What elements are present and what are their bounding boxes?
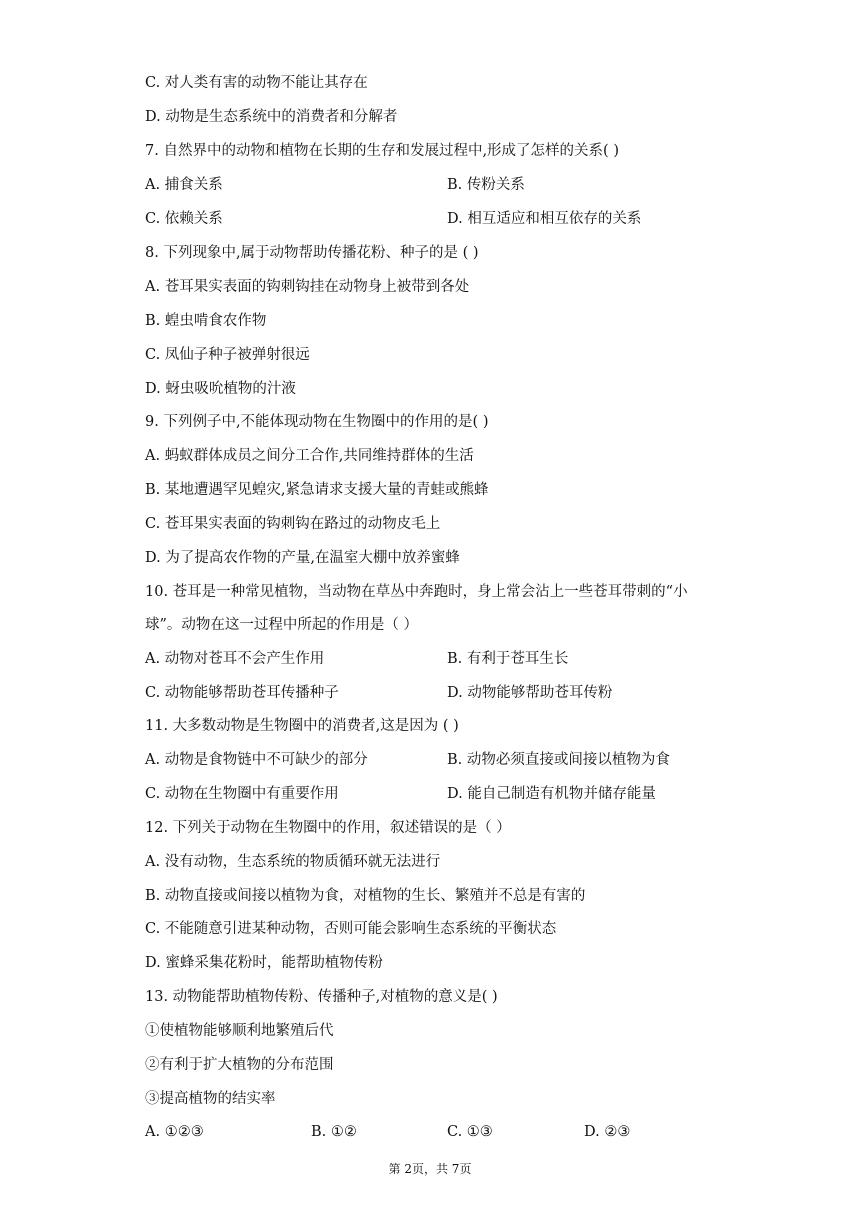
q11-stem: 11. 大多数动物是生物圈中的消费者,这是因为 ( ) [145,718,459,734]
q9-option-b: B. 某地遭遇罕见蝗灾,紧急请求支援大量的青蛙或熊蜂 [145,482,489,498]
q11-option-c: C. 动物在生物圈中有重要作用 [145,786,339,802]
q7-option-c: C. 依赖关系 [145,211,223,227]
page-footer: 第 2页，共 7页 [388,1162,472,1176]
q13-statement-2: ②有利于扩大植物的分布范围 [145,1057,334,1073]
q12-option-c: C. 不能随意引进某种动物，否则可能会影响生态系统的平衡状态 [145,921,557,937]
q12-option-b: B. 动物直接或间接以植物为食，对植物的生长、繁殖并不总是有害的 [145,888,586,904]
q9-option-c: C. 苍耳果实表面的钩刺钩在路过的动物皮毛上 [145,516,441,532]
q10-stem-line1: 10. 苍耳是一种常见植物，当动物在草丛中奔跑时，身上常会沾上一些苍耳带刺的“小 [145,584,688,600]
q6-option-c: C. 对人类有害的动物不能让其存在 [145,75,368,91]
q11-option-b: B. 动物必须直接或间接以植物为食 [447,752,670,768]
q9-stem: 9. 下列例子中,不能体现动物在生物圈中的作用的是( ) [145,414,489,430]
q7-option-d: D. 相互适应和相互依存的关系 [447,211,642,227]
q12-option-d: D. 蜜蜂采集花粉时，能帮助植物传粉 [145,955,383,971]
q13-option-c: C. ①③ [447,1124,493,1140]
q13-stem: 13. 动物能帮助植物传粉、传播种子,对植物的意义是( ) [145,989,498,1005]
q8-option-a: A. 苍耳果实表面的钩刺钩挂在动物身上被带到各处 [145,279,470,295]
q10-option-c: C. 动物能够帮助苍耳传播种子 [145,685,339,701]
q12-option-a: A. 没有动物，生态系统的物质循环就无法进行 [145,854,441,870]
q11-option-d: D. 能自己制造有机物并储存能量 [447,786,656,802]
q11-option-a: A. 动物是食物链中不可缺少的部分 [145,752,368,768]
q13-option-d: D. ②③ [584,1124,631,1140]
q10-stem-line2: 球”。动物在这一过程中所起的作用是（ ） [145,617,419,633]
q10-option-b: B. 有利于苍耳生长 [447,651,569,667]
q8-option-d: D. 蚜虫吸吮植物的汁液 [145,381,296,397]
q7-option-b: B. 传粉关系 [447,177,525,193]
q8-option-c: C. 凤仙子种子被弹射很远 [145,347,310,363]
q12-stem: 12. 下列关于动物在生物圈中的作用，叙述错误的是（ ） [145,820,511,836]
q6-option-d: D. 动物是生态系统中的消费者和分解者 [145,109,398,125]
q7-option-a: A. 捕食关系 [145,177,223,193]
q13-statement-1: ①使植物能够顺利地繁殖后代 [145,1023,334,1039]
q8-option-b: B. 蝗虫啃食农作物 [145,313,267,329]
q10-option-a: A. 动物对苍耳不会产生作用 [145,651,325,667]
q13-statement-3: ③提高植物的结实率 [145,1091,276,1107]
q8-stem: 8. 下列现象中,属于动物帮助传播花粉、种子的是 ( ) [145,245,479,261]
q9-option-d: D. 为了提高农作物的产量,在温室大棚中放养蜜蜂 [145,550,460,566]
q9-option-a: A. 蚂蚁群体成员之间分工合作,共同维持群体的生活 [145,448,474,464]
q13-option-a: A. ①②③ [145,1124,204,1140]
q7-stem: 7. 自然界中的动物和植物在长期的生存和发展过程中,形成了怎样的关系( ) [145,143,619,159]
q13-option-b: B. ①② [311,1124,357,1140]
q10-option-d: D. 动物能够帮助苍耳传粉 [447,685,613,701]
